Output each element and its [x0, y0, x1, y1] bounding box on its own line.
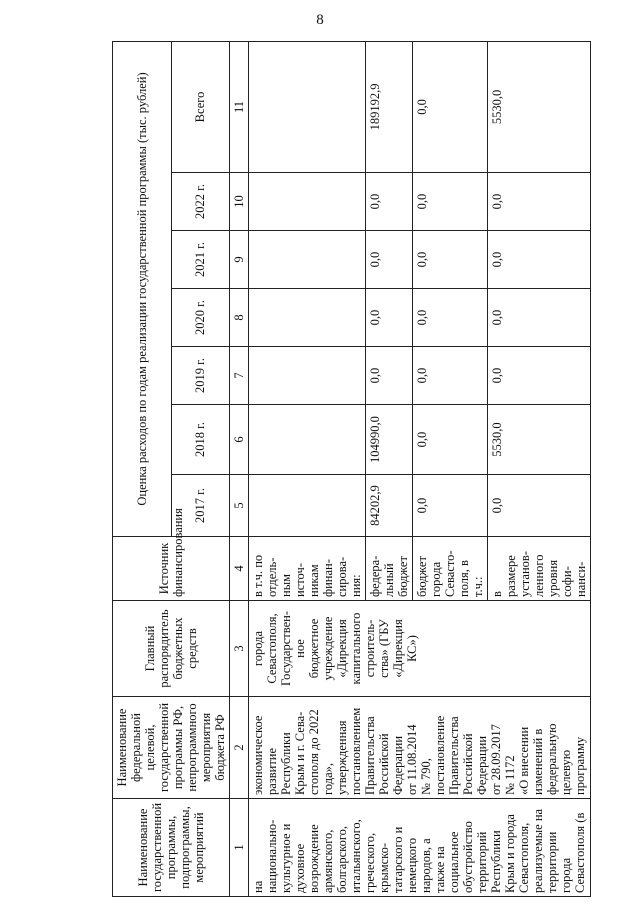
value-cell: 0,0 [366, 231, 413, 289]
value-cell [249, 173, 366, 231]
header-program: Наименование государственной программы, подпрограммы, мероприятий [113, 799, 230, 897]
header-row-1 [113, 41, 172, 896]
header-year-2022: 2022 г. [171, 173, 230, 231]
value-cell: 0,0 [488, 289, 591, 347]
header-year-2018: 2018 г. [171, 405, 230, 475]
funding-source-cell: в т.ч. по отдель- ным источ- никам финан- сирова- ния: [249, 537, 366, 601]
value-cell: 0,0 [413, 173, 488, 231]
value-cell [249, 405, 366, 475]
header-year-2020: 2020 г. [171, 289, 230, 347]
table-row [249, 41, 366, 896]
value-cell: 0,0 [488, 347, 591, 405]
column-number: 5 [230, 475, 249, 537]
federal-program-cell: экономическое развитие Республики Крым и г. Сева- стополя до 2022 года», утвержденная постановлением Правительства Российской Федерации от 11.08.2014 № 790, постановление Правительства Российской Федерации от 28.09.2017 № 1172 «О внесении изменений в федеральную целевую программу [249, 697, 591, 799]
funding-source-cell: в размере установ- ленного уровня софи- нанси- [488, 537, 591, 601]
column-number-row [230, 41, 249, 896]
value-cell: 0,0 [488, 231, 591, 289]
value-cell: 5530,0 [488, 405, 591, 475]
value-cell: 0,0 [366, 347, 413, 405]
header-total: Всего [171, 41, 230, 172]
value-cell: 0,0 [413, 41, 488, 172]
table-sheet [112, 42, 630, 897]
column-number: 7 [230, 347, 249, 405]
value-cell: 0,0 [488, 475, 591, 537]
column-number: 10 [230, 173, 249, 231]
value-cell: 5530,0 [488, 41, 591, 172]
value-cell: 84202,9 [366, 475, 413, 537]
header-expense-estimate: Оценка расходов по годам реализации государственной программы (тыс. рублей) [113, 41, 172, 536]
value-cell: 0,0 [488, 173, 591, 231]
header-budget-manager: Главный распорядитель бюджетных средств [113, 601, 230, 697]
value-cell [249, 475, 366, 537]
value-cell: 0,0 [413, 347, 488, 405]
column-number: 4 [230, 537, 249, 601]
value-cell: 0,0 [413, 405, 488, 475]
value-cell: 0,0 [366, 173, 413, 231]
column-number: 2 [230, 697, 249, 799]
column-number: 11 [230, 41, 249, 172]
header-federal-program: Наименование федеральной целевой, государственной программы РФ, непрограммного мероприятия бюджета РФ [113, 697, 230, 799]
value-cell [249, 41, 366, 172]
column-number: 9 [230, 231, 249, 289]
value-cell: 189192,9 [366, 41, 413, 172]
program-description-cell: на национально- культурное и духовное возрождение армянского, болгарского, итальянского, греческого, крымско- татарского и немецкого народов, а также на социальное обустройство территорий Республики Крым и города Севастополя, реализуемые на территории города Севастополя (в [249, 799, 591, 897]
header-funding-source: Источник финансирования [113, 537, 230, 601]
header-year-2021: 2021 г. [171, 231, 230, 289]
page-number: 8 [316, 12, 324, 28]
column-number: 1 [230, 799, 249, 897]
header-year-2017: 2017 г. [171, 475, 230, 537]
column-number: 6 [230, 405, 249, 475]
funding-source-cell: бюджет города Севасто- поля, в т.ч.: [413, 537, 488, 601]
budget-table [112, 41, 591, 897]
budget-manager-cell: города Севастополя, Государствен- ное бюджетное учреждение «Дирекция капитального строитель- ства» (ГБУ «Дирекция КС») [249, 601, 591, 697]
value-cell: 0,0 [413, 475, 488, 537]
value-cell: 0,0 [413, 231, 488, 289]
value-cell: 0,0 [413, 289, 488, 347]
column-number: 3 [230, 601, 249, 697]
value-cell [249, 231, 366, 289]
header-year-2019: 2019 г. [171, 347, 230, 405]
column-number: 8 [230, 289, 249, 347]
value-cell: 104990,0 [366, 405, 413, 475]
funding-source-cell: федера- льный бюджет [366, 537, 413, 601]
value-cell [249, 347, 366, 405]
value-cell [249, 289, 366, 347]
value-cell: 0,0 [366, 289, 413, 347]
